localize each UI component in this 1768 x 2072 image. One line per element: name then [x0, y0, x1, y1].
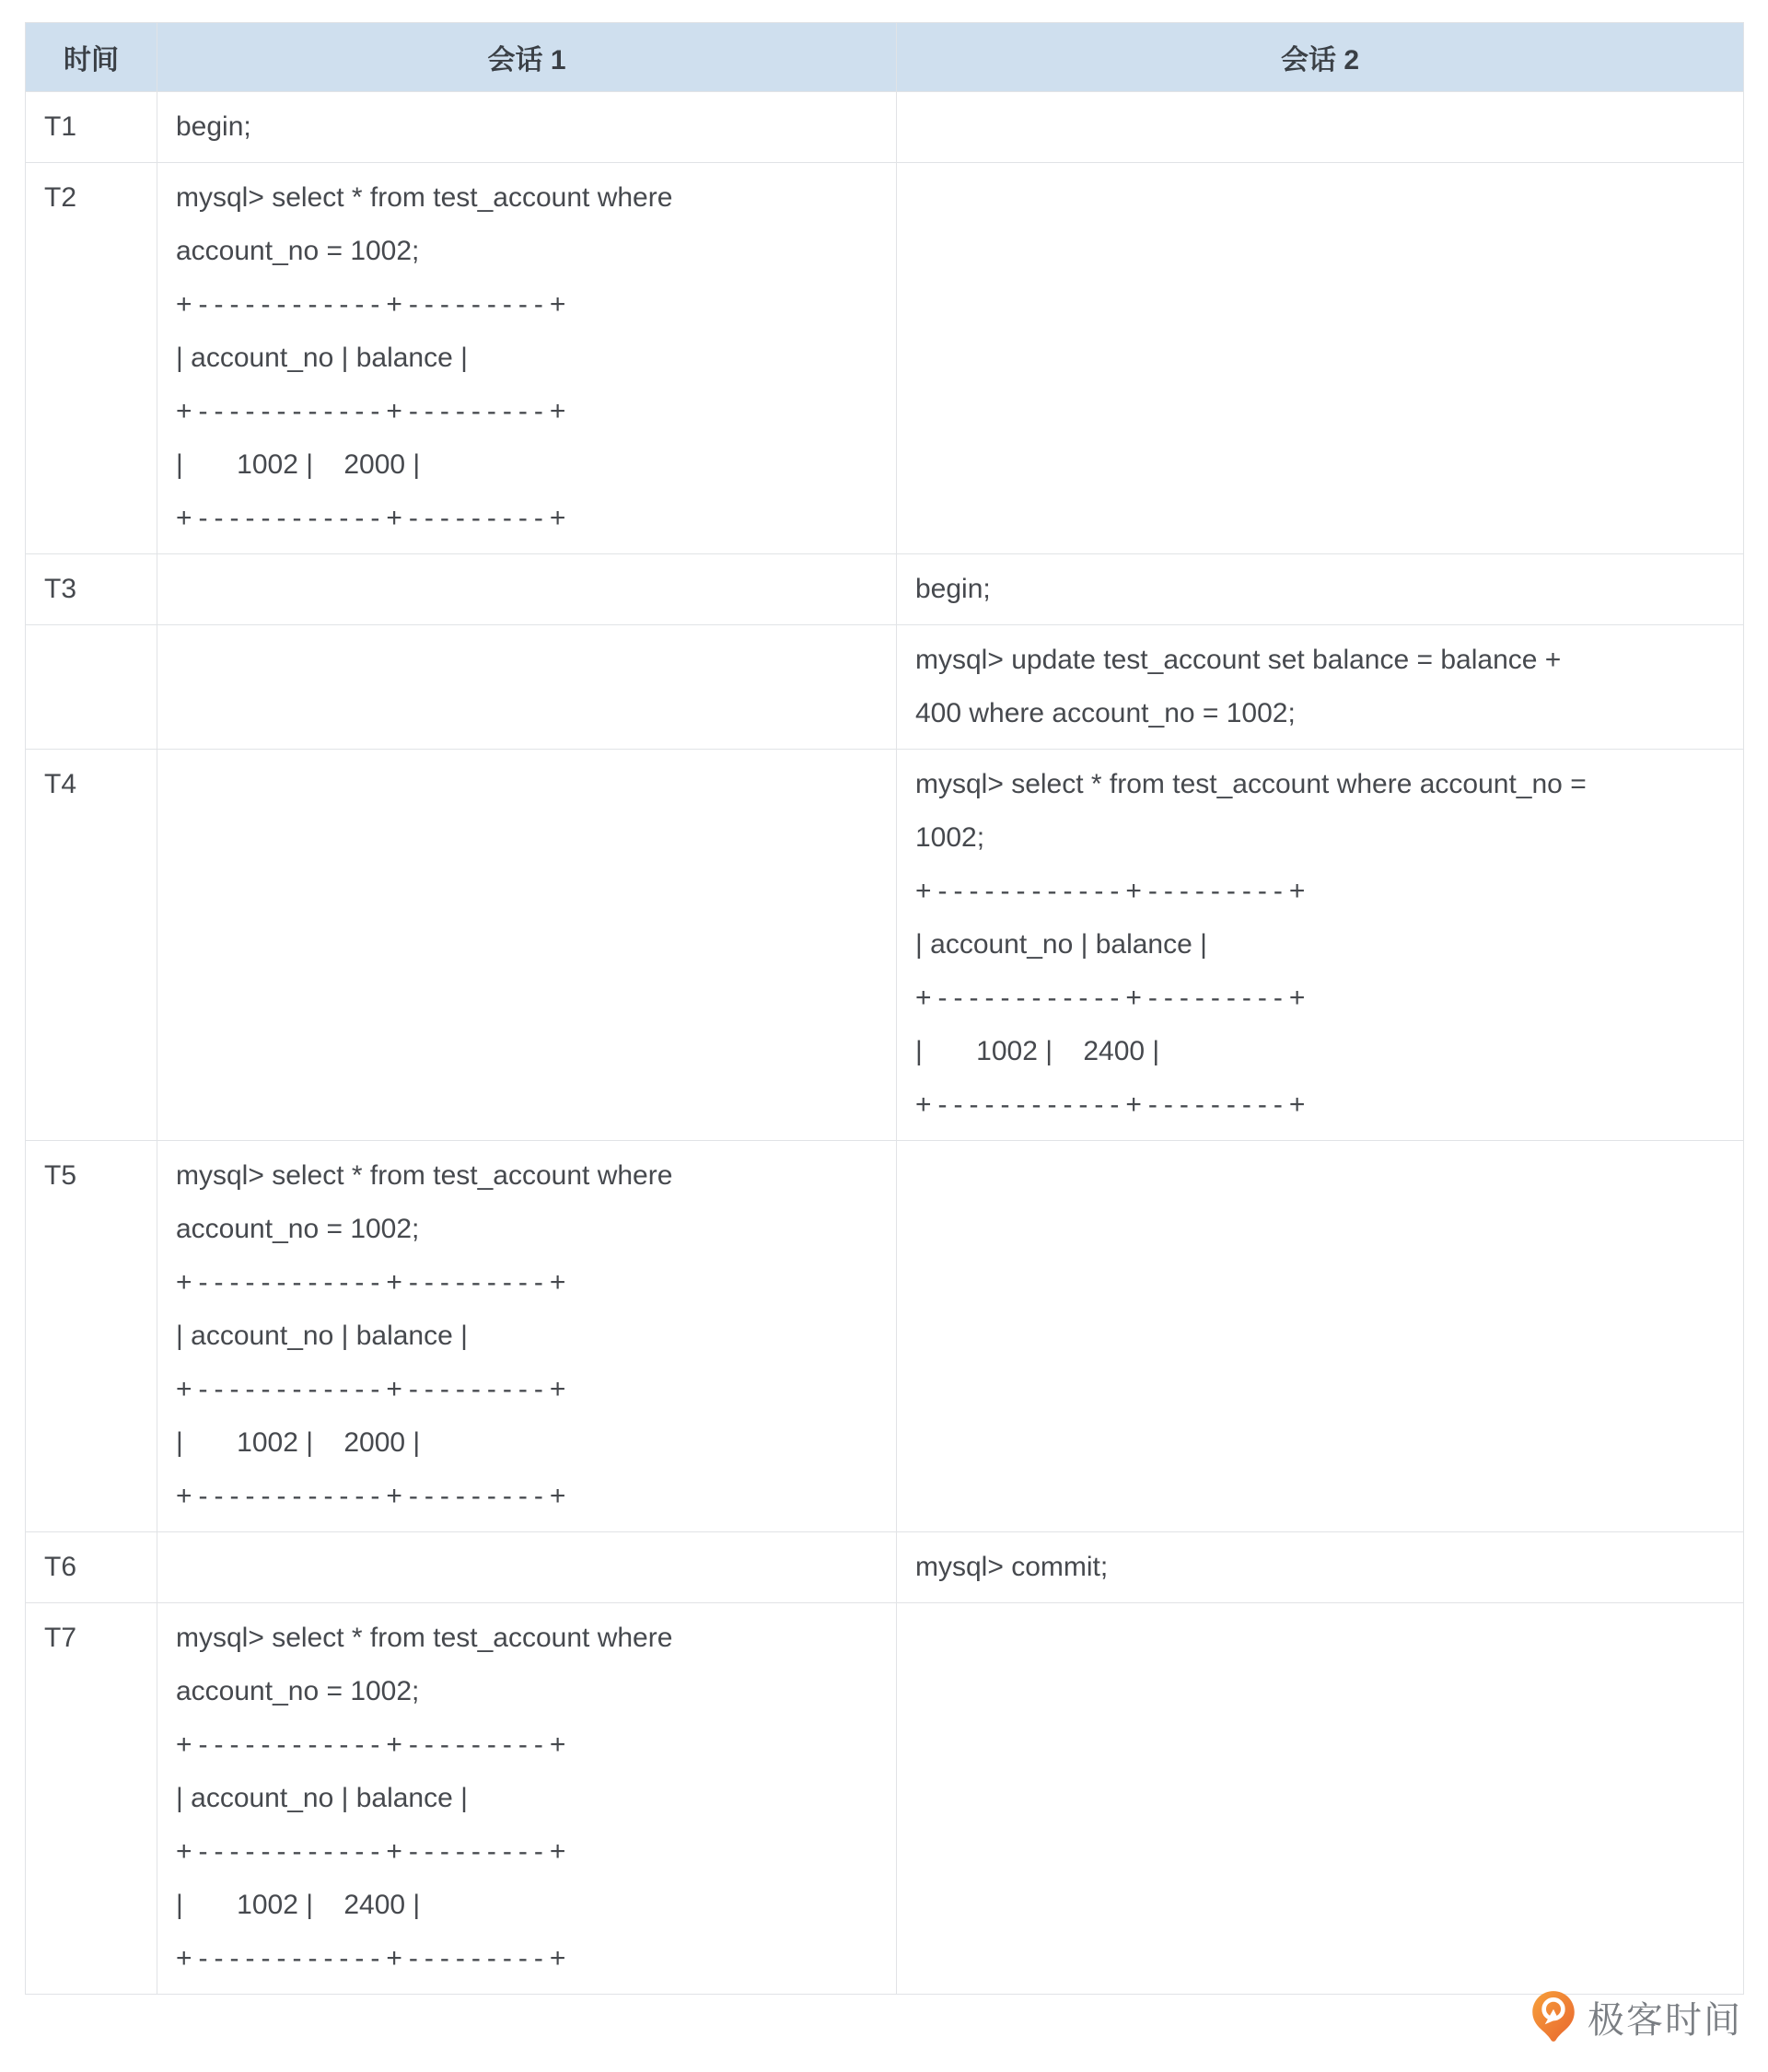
session1-cell — [157, 554, 897, 625]
session1-cell — [157, 625, 897, 750]
brand-name: 极客时间 — [1588, 1999, 1742, 2041]
cell-line: +------------+---------+ — [915, 876, 1312, 906]
session2-cell — [897, 750, 1744, 1141]
cell-line: +------------+---------+ — [176, 1481, 573, 1511]
cell-line: account_no = 1002; — [176, 1214, 420, 1244]
time-cell — [26, 1603, 157, 1995]
cell-line: mysql> select * from test_account where account_no = — [915, 769, 1587, 799]
geektime-pin-icon — [1530, 1989, 1576, 2044]
table-row — [26, 163, 1744, 554]
session1-cell — [157, 92, 897, 163]
cell-line: | account_no | balance | — [176, 1321, 468, 1351]
cell-line: mysql> commit; — [915, 1552, 1109, 1582]
column-header-time: 时间 — [26, 23, 157, 92]
column-header-session2: 会话 2 — [897, 23, 1744, 92]
cell-line: +------------+---------+ — [176, 503, 573, 533]
column-header-session1: 会话 1 — [157, 23, 897, 92]
time-cell — [26, 92, 157, 163]
cell-line: +------------+---------+ — [176, 1943, 573, 1973]
session2-cell — [897, 554, 1744, 625]
cell-line: mysql> select * from test_account where — [176, 1623, 673, 1653]
time-cell — [26, 750, 157, 1141]
session2-cell — [897, 163, 1744, 554]
session2-cell — [897, 625, 1744, 750]
session1-cell — [157, 163, 897, 554]
table-row — [26, 554, 1744, 625]
cell-line: 1002; — [915, 822, 985, 853]
session2-cell — [897, 92, 1744, 163]
cell-line: +------------+---------+ — [176, 1729, 573, 1760]
cell-line: | account_no | balance | — [176, 343, 468, 373]
cell-line: T5 — [44, 1160, 77, 1191]
cell-line: mysql> select * from test_account where — [176, 1160, 673, 1191]
header-row — [26, 23, 1744, 92]
table-row — [26, 92, 1744, 163]
cell-line: 400 where account_no = 1002; — [915, 698, 1296, 728]
time-cell — [26, 1141, 157, 1532]
cell-line: | account_no | balance | — [176, 1783, 468, 1813]
cell-line: | 1002 | 2000 | — [176, 449, 421, 480]
cell-line: | account_no | balance | — [915, 929, 1207, 960]
table-row — [26, 1532, 1744, 1603]
cell-line: +------------+---------+ — [176, 1374, 573, 1404]
cell-line: T4 — [44, 769, 77, 799]
table-row — [26, 1141, 1744, 1532]
cell-line: T6 — [44, 1552, 77, 1582]
cell-line: +------------+---------+ — [176, 1267, 573, 1298]
time-cell — [26, 1532, 157, 1603]
cell-line: | 1002 | 2000 | — [176, 1427, 421, 1458]
table-row — [26, 750, 1744, 1141]
session2-cell — [897, 1532, 1744, 1603]
session2-cell — [897, 1603, 1744, 1995]
cell-line: account_no = 1002; — [176, 236, 420, 266]
time-cell — [26, 163, 157, 554]
cell-line: +------------+---------+ — [915, 983, 1312, 1013]
cell-line: +------------+---------+ — [176, 1836, 573, 1867]
cell-line: +------------+---------+ — [176, 289, 573, 320]
cell-line: account_no = 1002; — [176, 1676, 420, 1706]
transaction-timeline-table — [25, 22, 1744, 1995]
session2-cell — [897, 1141, 1744, 1532]
cell-line: T2 — [44, 182, 77, 213]
table-row — [26, 1603, 1744, 1995]
geektime-logo — [1530, 1989, 1742, 2044]
cell-line: | 1002 | 2400 | — [176, 1890, 421, 1920]
cell-line: +------------+---------+ — [915, 1089, 1312, 1120]
cell-line: mysql> select * from test_account where — [176, 182, 673, 213]
cell-line: T7 — [44, 1623, 77, 1653]
cell-line: +------------+---------+ — [176, 396, 573, 426]
session1-cell — [157, 750, 897, 1141]
cell-line: begin; — [915, 574, 991, 604]
cell-line: | 1002 | 2400 | — [915, 1036, 1160, 1066]
table-row — [26, 625, 1744, 750]
session1-cell — [157, 1141, 897, 1532]
cell-line: mysql> update test_account set balance = balance + — [915, 645, 1562, 675]
cell-line: T3 — [44, 574, 77, 604]
time-cell — [26, 554, 157, 625]
cell-line: begin; — [176, 111, 251, 142]
session1-cell — [157, 1603, 897, 1995]
session1-cell — [157, 1532, 897, 1603]
time-cell — [26, 625, 157, 750]
cell-line: T1 — [44, 111, 77, 142]
